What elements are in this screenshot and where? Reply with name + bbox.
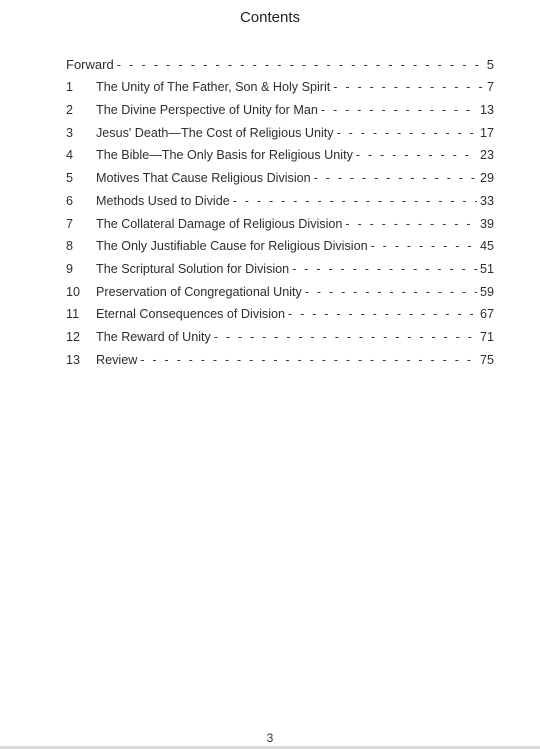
toc-entry-page: 29 — [479, 171, 494, 186]
toc-entry — [66, 73, 494, 96]
toc-entry-forward — [66, 50, 494, 73]
toc-entry-label: Methods Used to Divide — [96, 193, 230, 208]
toc-entry — [66, 141, 494, 164]
toc-entry-number: 5 — [66, 171, 74, 186]
toc-entry — [66, 186, 494, 209]
toc-entry-number: 8 — [66, 239, 74, 254]
toc-entry-number: 2 — [66, 103, 74, 118]
toc-entry-label: The Divine Perspective of Unity for Man — [96, 103, 318, 118]
dot-leader — [321, 102, 477, 118]
toc-entry — [66, 254, 494, 277]
toc-entry — [66, 277, 494, 300]
toc-entry-number: 10 — [66, 284, 81, 299]
page-number: 3 — [266, 731, 274, 745]
toc-entry-page: 75 — [479, 352, 494, 367]
dot-leader — [140, 352, 477, 368]
toc-entry-label: Forward — [66, 56, 114, 72]
toc-entry-number: 4 — [66, 148, 74, 163]
toc-entry — [66, 232, 494, 255]
dot-leader — [371, 238, 477, 254]
toc-entry-page: 71 — [479, 329, 494, 344]
toc-entry-page: 67 — [479, 307, 494, 322]
dot-leader — [292, 261, 477, 277]
toc-entry — [66, 95, 494, 118]
toc-entry — [66, 345, 494, 368]
dot-leader — [233, 193, 477, 209]
dot-leader — [314, 170, 477, 186]
toc-entry — [66, 163, 494, 186]
toc-entry-page: 59 — [479, 284, 494, 299]
dot-leader — [356, 147, 477, 163]
page-title: Contents — [239, 9, 301, 26]
dot-leader — [214, 329, 477, 345]
table-of-contents — [66, 50, 494, 368]
toc-entry-page: 39 — [479, 216, 494, 231]
toc-entry-page: 5 — [486, 56, 494, 72]
dot-leader — [337, 125, 477, 141]
toc-entry — [66, 300, 494, 323]
toc-entry-label: The Collateral Damage of Religious Division — [96, 216, 343, 231]
toc-entry-label: The Unity of The Father, Son & Holy Spirit — [96, 80, 331, 95]
toc-entry-label: Motives That Cause Religious Division — [96, 171, 311, 186]
toc-entry — [66, 322, 494, 345]
toc-entry — [66, 209, 494, 232]
toc-entry-number: 1 — [66, 80, 74, 95]
dot-leader — [305, 284, 477, 300]
toc-entry-page: 45 — [479, 239, 494, 254]
toc-entry-label: Eternal Consequences of Division — [96, 307, 286, 322]
toc-entry-label: Preservation of Congregational Unity — [96, 284, 302, 299]
toc-entry-number: 11 — [66, 307, 80, 322]
toc-entry-label: The Only Justifiable Cause for Religious Division — [96, 239, 368, 254]
dot-leader — [333, 79, 484, 95]
toc-entry-number: 3 — [66, 125, 74, 140]
toc-entry-page: 33 — [479, 193, 494, 208]
toc-entry-label: Review — [96, 352, 138, 367]
dot-leader — [345, 216, 477, 232]
toc-entry-page: 51 — [479, 261, 494, 276]
toc-entry-number: 13 — [66, 352, 81, 367]
toc-entry-number: 7 — [66, 216, 74, 231]
dot-leader — [288, 306, 477, 322]
toc-entry-number: 9 — [66, 261, 74, 276]
toc-entry-label: The Scriptural Solution for Division — [96, 261, 290, 276]
toc-entry-number: 12 — [66, 329, 81, 344]
dot-leader — [117, 57, 484, 73]
toc-entry-label: The Bible—The Only Basis for Religious Unity — [96, 148, 353, 163]
toc-entry-label: The Reward of Unity — [96, 329, 211, 344]
toc-entry-page: 17 — [479, 125, 494, 140]
toc-entry-number: 6 — [66, 193, 74, 208]
toc-entry-page: 23 — [479, 148, 494, 163]
toc-entry-page: 7 — [486, 80, 494, 95]
toc-entry-label: Jesus' Death—The Cost of Religious Unity — [96, 125, 334, 140]
toc-entry-page: 13 — [479, 103, 494, 118]
toc-entry — [66, 118, 494, 141]
